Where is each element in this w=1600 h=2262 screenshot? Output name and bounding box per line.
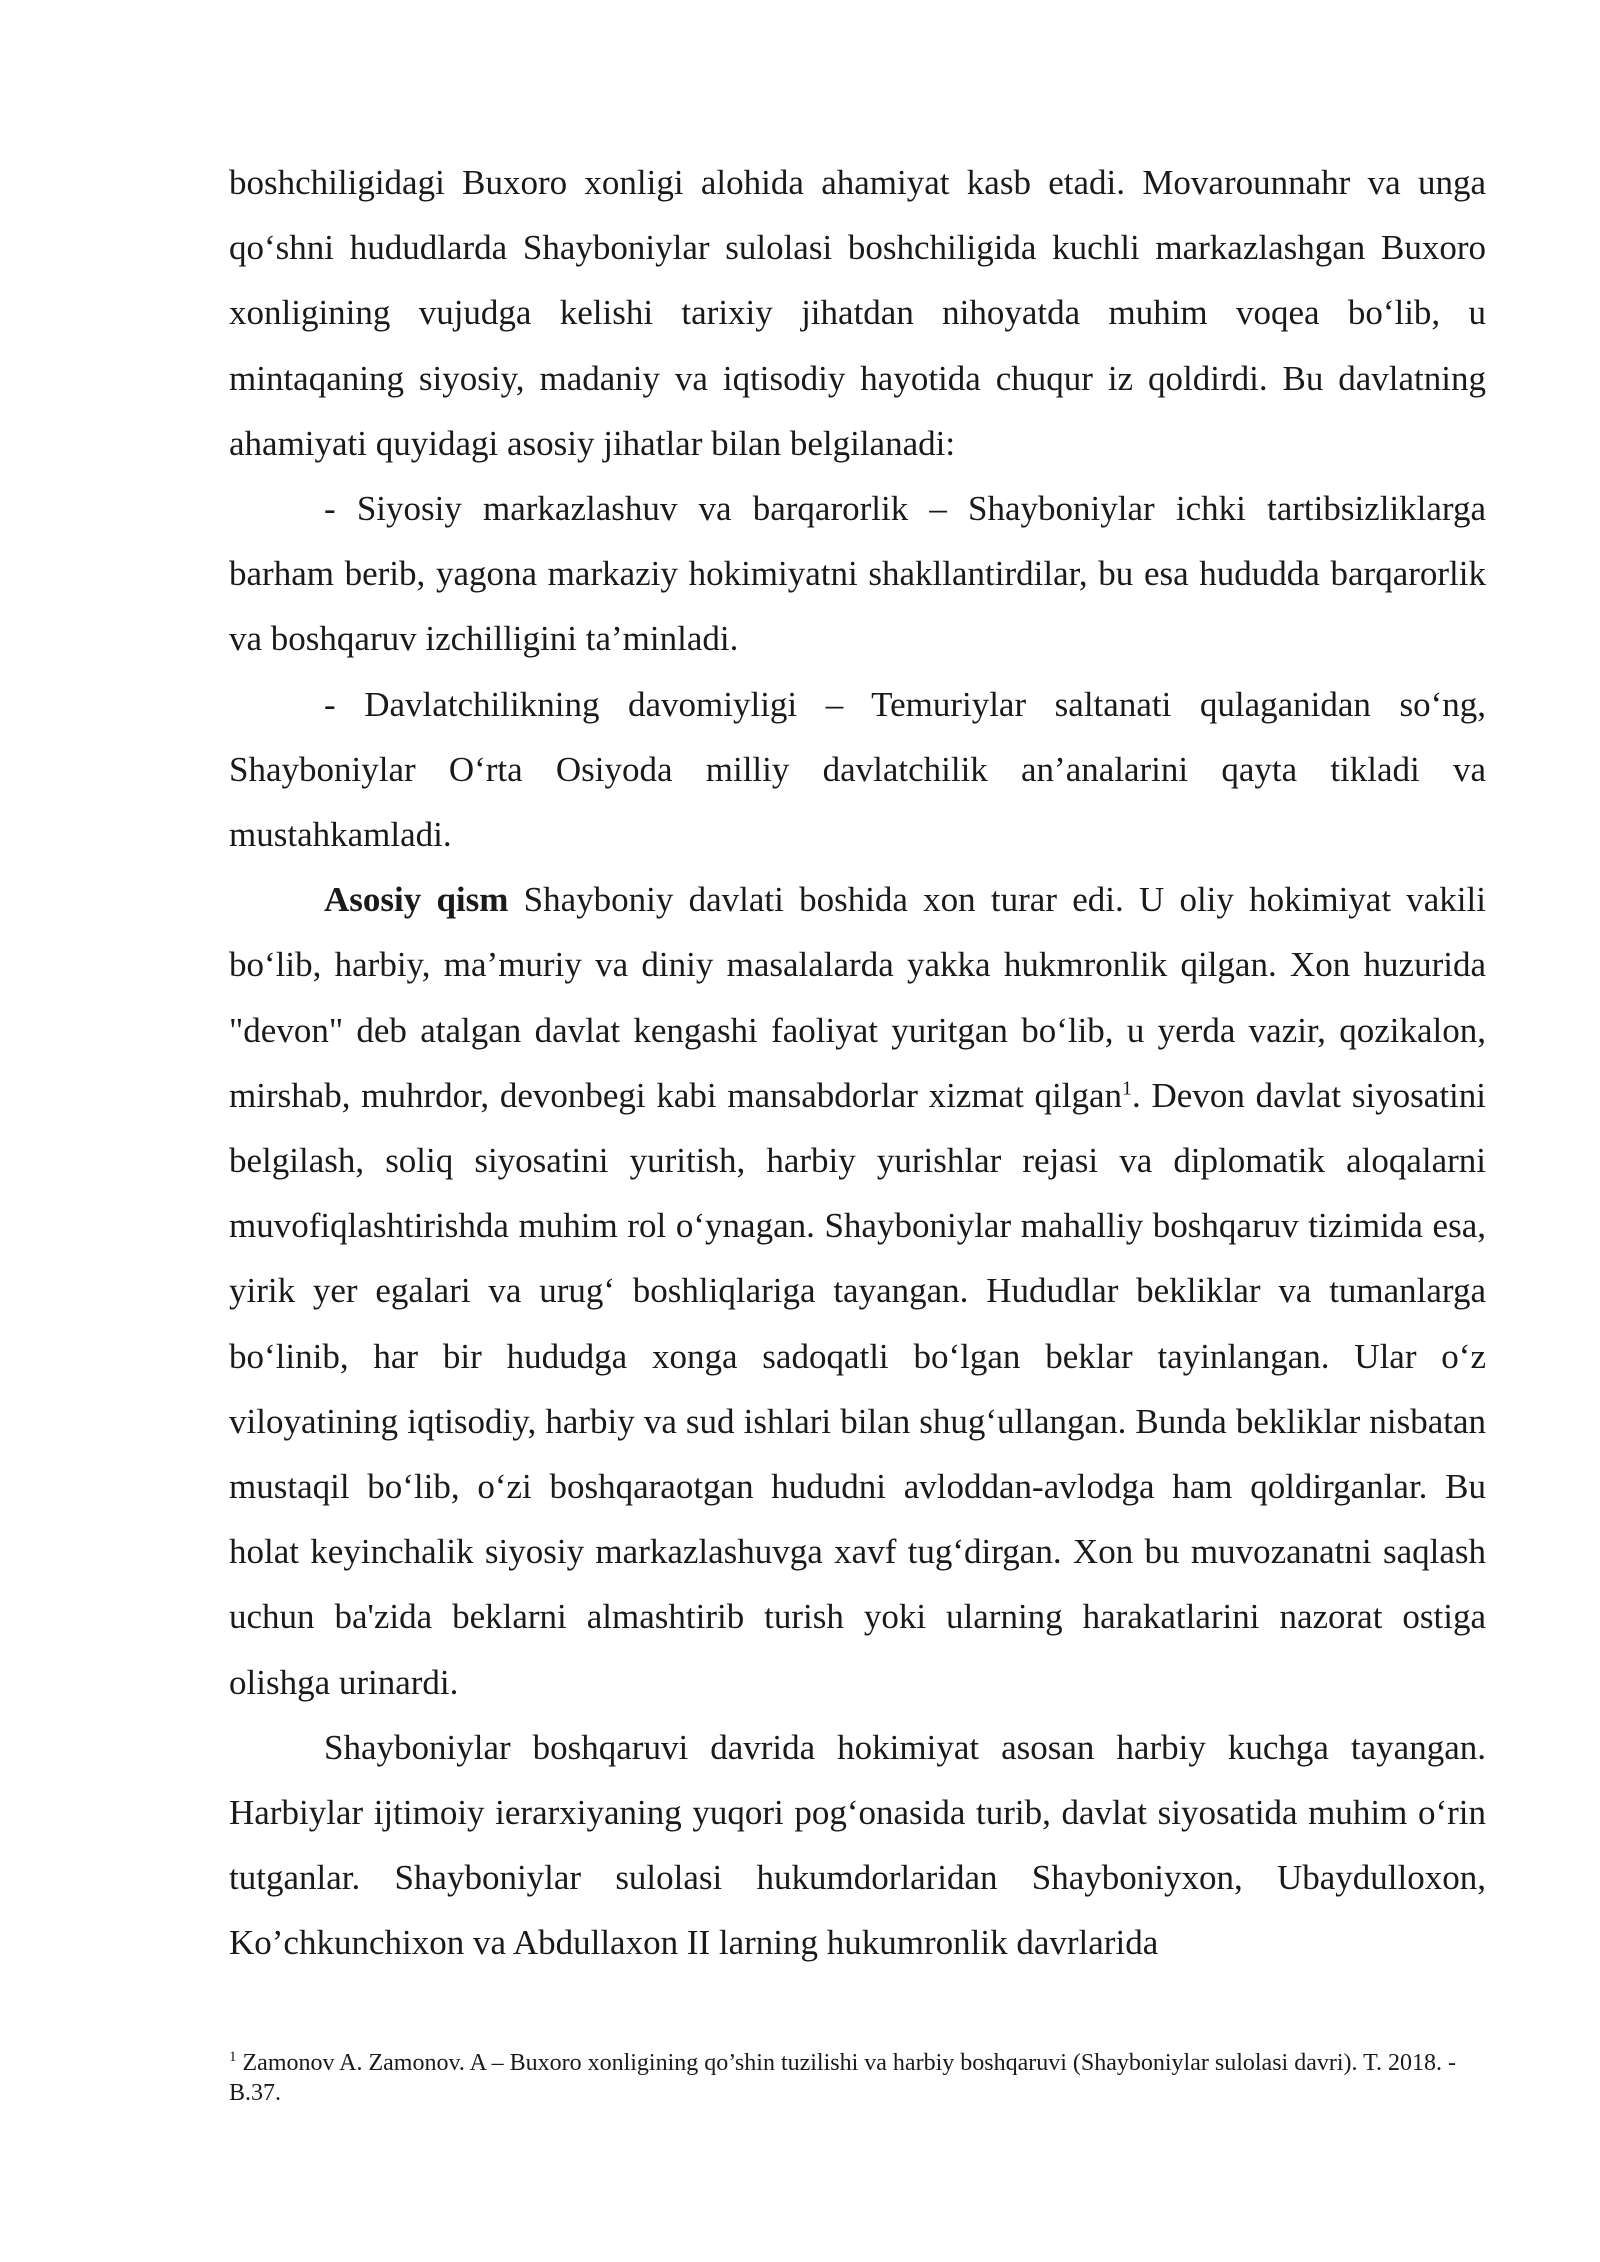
footnote-text: Zamonov A. Zamonov. A – Buxoro xonligining qo’shin tuzilishi va harbiy boshqaruvi (Shayboniylar sulolasi davri). T. 2018. - B.37. (229, 2050, 1456, 2106)
footnote-area (229, 2048, 1486, 2108)
paragraph-text-continued: . Devon davlat siyosatini belgilash, soliq siyosatini yuritish, harbiy yurishlar rejasi va diplomatik aloqalarni muvofiqlashtirishda muhim rol o‘ynagan. Shayboniylar mahalliy boshqaruv tizimida esa, yirik yer egalari va urug‘ boshliqlariga tayangan. Hududlar bekliklar va tumanlarga bo‘linib, har bir hududga xonga sadoqatli bo‘lgan beklar tayinlangan. Ular o‘z viloyatining iqtisodiy, harbiy va sud ishlari bilan shug‘ullangan. Bunda bekliklar nisbatan mustaqil bo‘lib, o‘zi boshqaraotgan hududni avloddan-avlodga ham qoldirganlar. Bu holat keyinchalik siyosiy markazlashuvga xavf tug‘dirgan. Xon bu muvozanatni saqlash uchun ba'zida beklarni almashtirib turish yoki ularning harakatlarini nazorat ostiga olishga urinardi. (229, 1075, 1486, 1702)
paragraph-intro (229, 150, 1486, 476)
footnote-reference[interactable]: 1 (1122, 1077, 1133, 1100)
paragraph-text: Shayboniylar boshqaruvi davrida hokimiyat asosan harbiy kuchga tayangan. Harbiylar ijtimoiy ierarxiyaning yuqori pog‘onasida turib, davlat siyosatida muhim o‘rin tutganlar. Shayboniylar sulolasi hukumdorlaridan Shayboniyxon, Ubaydulloxon, Ko’chkunchixon va Abdullaxon II larning hukumronlik davrlarida (229, 1727, 1486, 1963)
section-heading-inline: Asosiy qism (324, 880, 509, 920)
paragraph-text: Shayboniy davlati boshida xon turar edi. U oliy hokimiyat vakili bo‘lib, harbiy, ma’muriy va diniy masalalarda yakka hukmronlik qilgan. Xon huzurida "devon" deb atalgan davlat kengashi faoliyat yuritgan bo‘lib, u yerda vazir, qozikalon, mirshab, muhrdor, devonbegi kabi mansabdorlar xizmat qilgan (229, 880, 1486, 1115)
document-body (229, 150, 1486, 1976)
paragraph-main-part (229, 867, 1486, 1715)
paragraph-bullet-statehood (229, 672, 1486, 868)
paragraph-text: - Davlatchilikning davomiyligi – Temuriylar saltanati qulaganidan so‘ng, Shayboniylar O‘rta Osiyoda milliy davlatchilik an’analarini qayta tikladi va mustahkamladi. (229, 684, 1486, 855)
footnote-marker: 1 (229, 2049, 237, 2065)
paragraph-text: - Siyosiy markazlashuv va barqarorlik – Shayboniylar ichki tartibsizliklarga barham berib, yagona markaziy hokimiyatni shakllantirdilar, bu esa hududda barqarorlik va boshqaruv izchilligini ta’minladi. (229, 489, 1486, 659)
paragraph-military (229, 1715, 1486, 1976)
footnote-item (229, 2048, 1486, 2108)
paragraph-text: boshchiligidagi Buxoro xonligi alohida ahamiyat kasb etadi. Movarounnahr va unga qo‘shni hududlarda Shayboniylar sulolasi boshchiligida kuchli markazlashgan Buxoro xonligining vujudga kelishi tarixiy jihatdan nihoyatda muhim voqea bo‘lib, u mintaqaning siyosiy, madaniy va iqtisodiy hayotida chuqur iz qoldirdi. Bu davlatning ahamiyati quyidagi asosiy jihatlar bilan belgilanadi: (229, 163, 1486, 463)
paragraph-bullet-political (229, 476, 1486, 672)
